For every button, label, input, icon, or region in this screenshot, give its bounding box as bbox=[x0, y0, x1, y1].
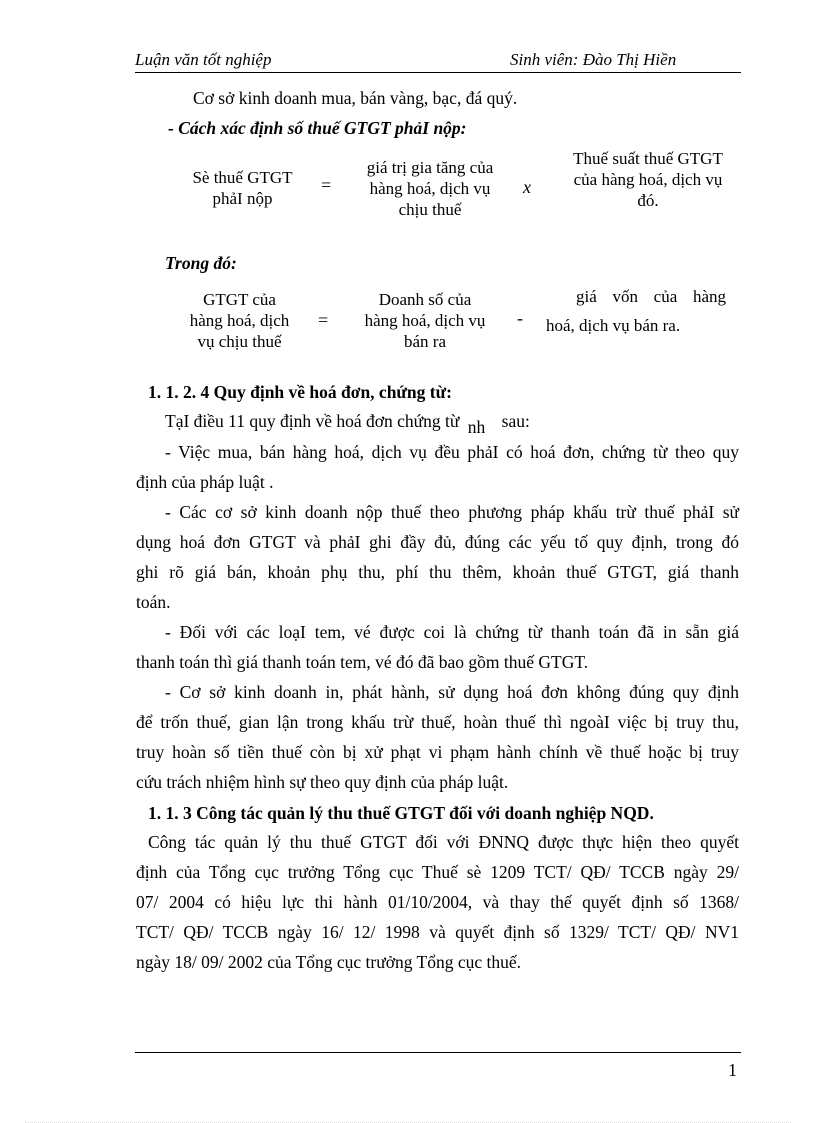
header-right: Sinh viên: Đào Thị Hiền bbox=[510, 50, 677, 69]
formula-1-term2-line: của hàng hoá, dịch vụ bbox=[573, 170, 723, 189]
section-113-paragraph bbox=[136, 827, 739, 977]
formula-1-lhs-line: phảI nộp bbox=[212, 189, 273, 208]
section-113-heading: 1. 1. 3 Công tác quản lý thu thuế GTGT đối với doanh nghiệp NQD. bbox=[148, 803, 654, 823]
formula-2-term2-line: hoá, dịch vụ bán ra. bbox=[546, 316, 681, 335]
paragraph-line: - Các cơ sở kinh doanh nộp thuế theo phương pháp khấu trừ thuế phảI sử bbox=[165, 502, 739, 522]
formula-2-term2 bbox=[546, 282, 726, 340]
method-heading: - Cách xác định số thuế GTGT phảI nộp: bbox=[168, 118, 467, 138]
formula-1-term2 bbox=[548, 148, 748, 211]
bullet-paragraph-3 bbox=[136, 617, 739, 677]
formula-1-term1 bbox=[345, 157, 515, 220]
formula-2-term2-line: giá vốn của hàng bbox=[576, 287, 726, 306]
formula-2-lhs bbox=[172, 289, 307, 352]
formula-2-minus: - bbox=[517, 308, 523, 328]
formula-1-term2-line: đó. bbox=[637, 191, 659, 210]
page-number: 1 bbox=[728, 1060, 737, 1080]
paragraph-line: truy hoàn số tiền thuế còn bị xử phạt vi phạm hành chính về thuế hoặc bị truy bbox=[136, 742, 739, 762]
paragraph-line: dụng hoá đơn GTGT và phảI ghi đầy đủ, đúng các yếu tố quy định, trong đó bbox=[136, 532, 739, 552]
bullet-paragraph-2 bbox=[136, 497, 739, 617]
paragraph-line: - Đối với các loạI tem, vé được coi là chứng từ thanh toán đã in sẵn giá bbox=[165, 622, 739, 642]
formula-1-times: x bbox=[523, 177, 531, 197]
formula-1-lhs bbox=[175, 167, 310, 209]
where-label: Trong đó: bbox=[165, 253, 237, 273]
paragraph-line: 07/ 2004 có hiệu lực thi hành 01/10/2004, và thay thế quyết định số 1368/ bbox=[136, 892, 739, 912]
formula-2-term1-line: hàng hoá, dịch vụ bbox=[364, 311, 486, 330]
formula-2-equals: = bbox=[318, 310, 329, 330]
header-rule bbox=[135, 72, 741, 73]
section-1124-intro-sub: nh bbox=[467, 417, 486, 437]
formula-2-lhs-line: vụ chịu thuế bbox=[197, 332, 282, 351]
paragraph-line: - Việc mua, bán hàng hoá, dịch vụ đều phảI có hoá đơn, chứng từ theo quy bbox=[165, 442, 739, 462]
paragraph-line: cứu trách nhiệm hình sự theo quy định của pháp luật. bbox=[136, 772, 509, 792]
bullet-paragraph-4 bbox=[136, 677, 739, 797]
footer-rule bbox=[135, 1052, 741, 1053]
intro-line: Cơ sở kinh doanh mua, bán vàng, bạc, đá quý. bbox=[193, 88, 518, 108]
formula-1-term1-line: giá trị gia tăng của bbox=[366, 158, 494, 177]
formula-2-term1-line: Doanh số của bbox=[378, 290, 472, 309]
section-1124-intro-text: TạI điều 11 quy định về hoá đơn chứng từ bbox=[165, 411, 460, 431]
paragraph-line: ngày 18/ 09/ 2002 của Tổng cục trưởng Tổng cục thuế. bbox=[136, 952, 522, 972]
formula-1-term1-line: chịu thuế bbox=[398, 200, 462, 219]
header-left: Luận văn tốt nghiệp bbox=[135, 50, 272, 69]
formula-1-equals: = bbox=[321, 175, 332, 195]
paragraph-line: Công tác quản lý thu thuế GTGT đối với ĐNNQ được thực hiện theo quyết bbox=[148, 832, 739, 852]
formula-1-term1-line: hàng hoá, dịch vụ bbox=[369, 179, 491, 198]
formula-2-lhs-line: hàng hoá, dịch bbox=[189, 311, 290, 330]
formula-2-term1 bbox=[345, 289, 505, 352]
formula-1-term2-line: Thuế suất thuế GTGT bbox=[573, 149, 723, 168]
section-1124-intro bbox=[165, 406, 530, 436]
paragraph-line: ghi rõ giá bán, khoản phụ thu, phí thu thêm, khoản thuế GTGT, giá thanh bbox=[136, 562, 739, 582]
formula-2-term1-line: bán ra bbox=[403, 332, 446, 351]
paragraph-line: - Cơ sở kinh doanh in, phát hành, sử dụng hoá đơn không đúng quy định bbox=[165, 682, 739, 702]
section-1124-intro-after: sau: bbox=[501, 411, 530, 431]
paragraph-line: để trốn thuế, gian lận trong khấu trừ thuế, hoàn thuế thì ngoàI việc bị truy thu, bbox=[136, 712, 739, 732]
bullet-paragraph-1 bbox=[136, 437, 739, 497]
formula-2-lhs-line: GTGT của bbox=[203, 290, 276, 309]
paragraph-line: TCT/ QĐ/ TCCB ngày 16/ 12/ 1998 và quyết định số 1329/ TCT/ QĐ/ NV1 bbox=[136, 922, 739, 942]
section-1124-heading: 1. 1. 2. 4 Quy định về hoá đơn, chứng từ: bbox=[148, 382, 452, 402]
paragraph-line: thanh toán thì giá thanh toán tem, vé đó đã bao gồm thuế GTGT. bbox=[136, 652, 589, 672]
paragraph-line: định của pháp luật . bbox=[136, 472, 274, 492]
paragraph-line: định của Tổng cục trưởng Tổng cục Thuế sè 1209 TCT/ QĐ/ TCCB ngày 29/ bbox=[136, 862, 739, 882]
formula-1-lhs-line: Sè thuế GTGT bbox=[192, 168, 293, 187]
paragraph-line: toán. bbox=[136, 592, 171, 612]
